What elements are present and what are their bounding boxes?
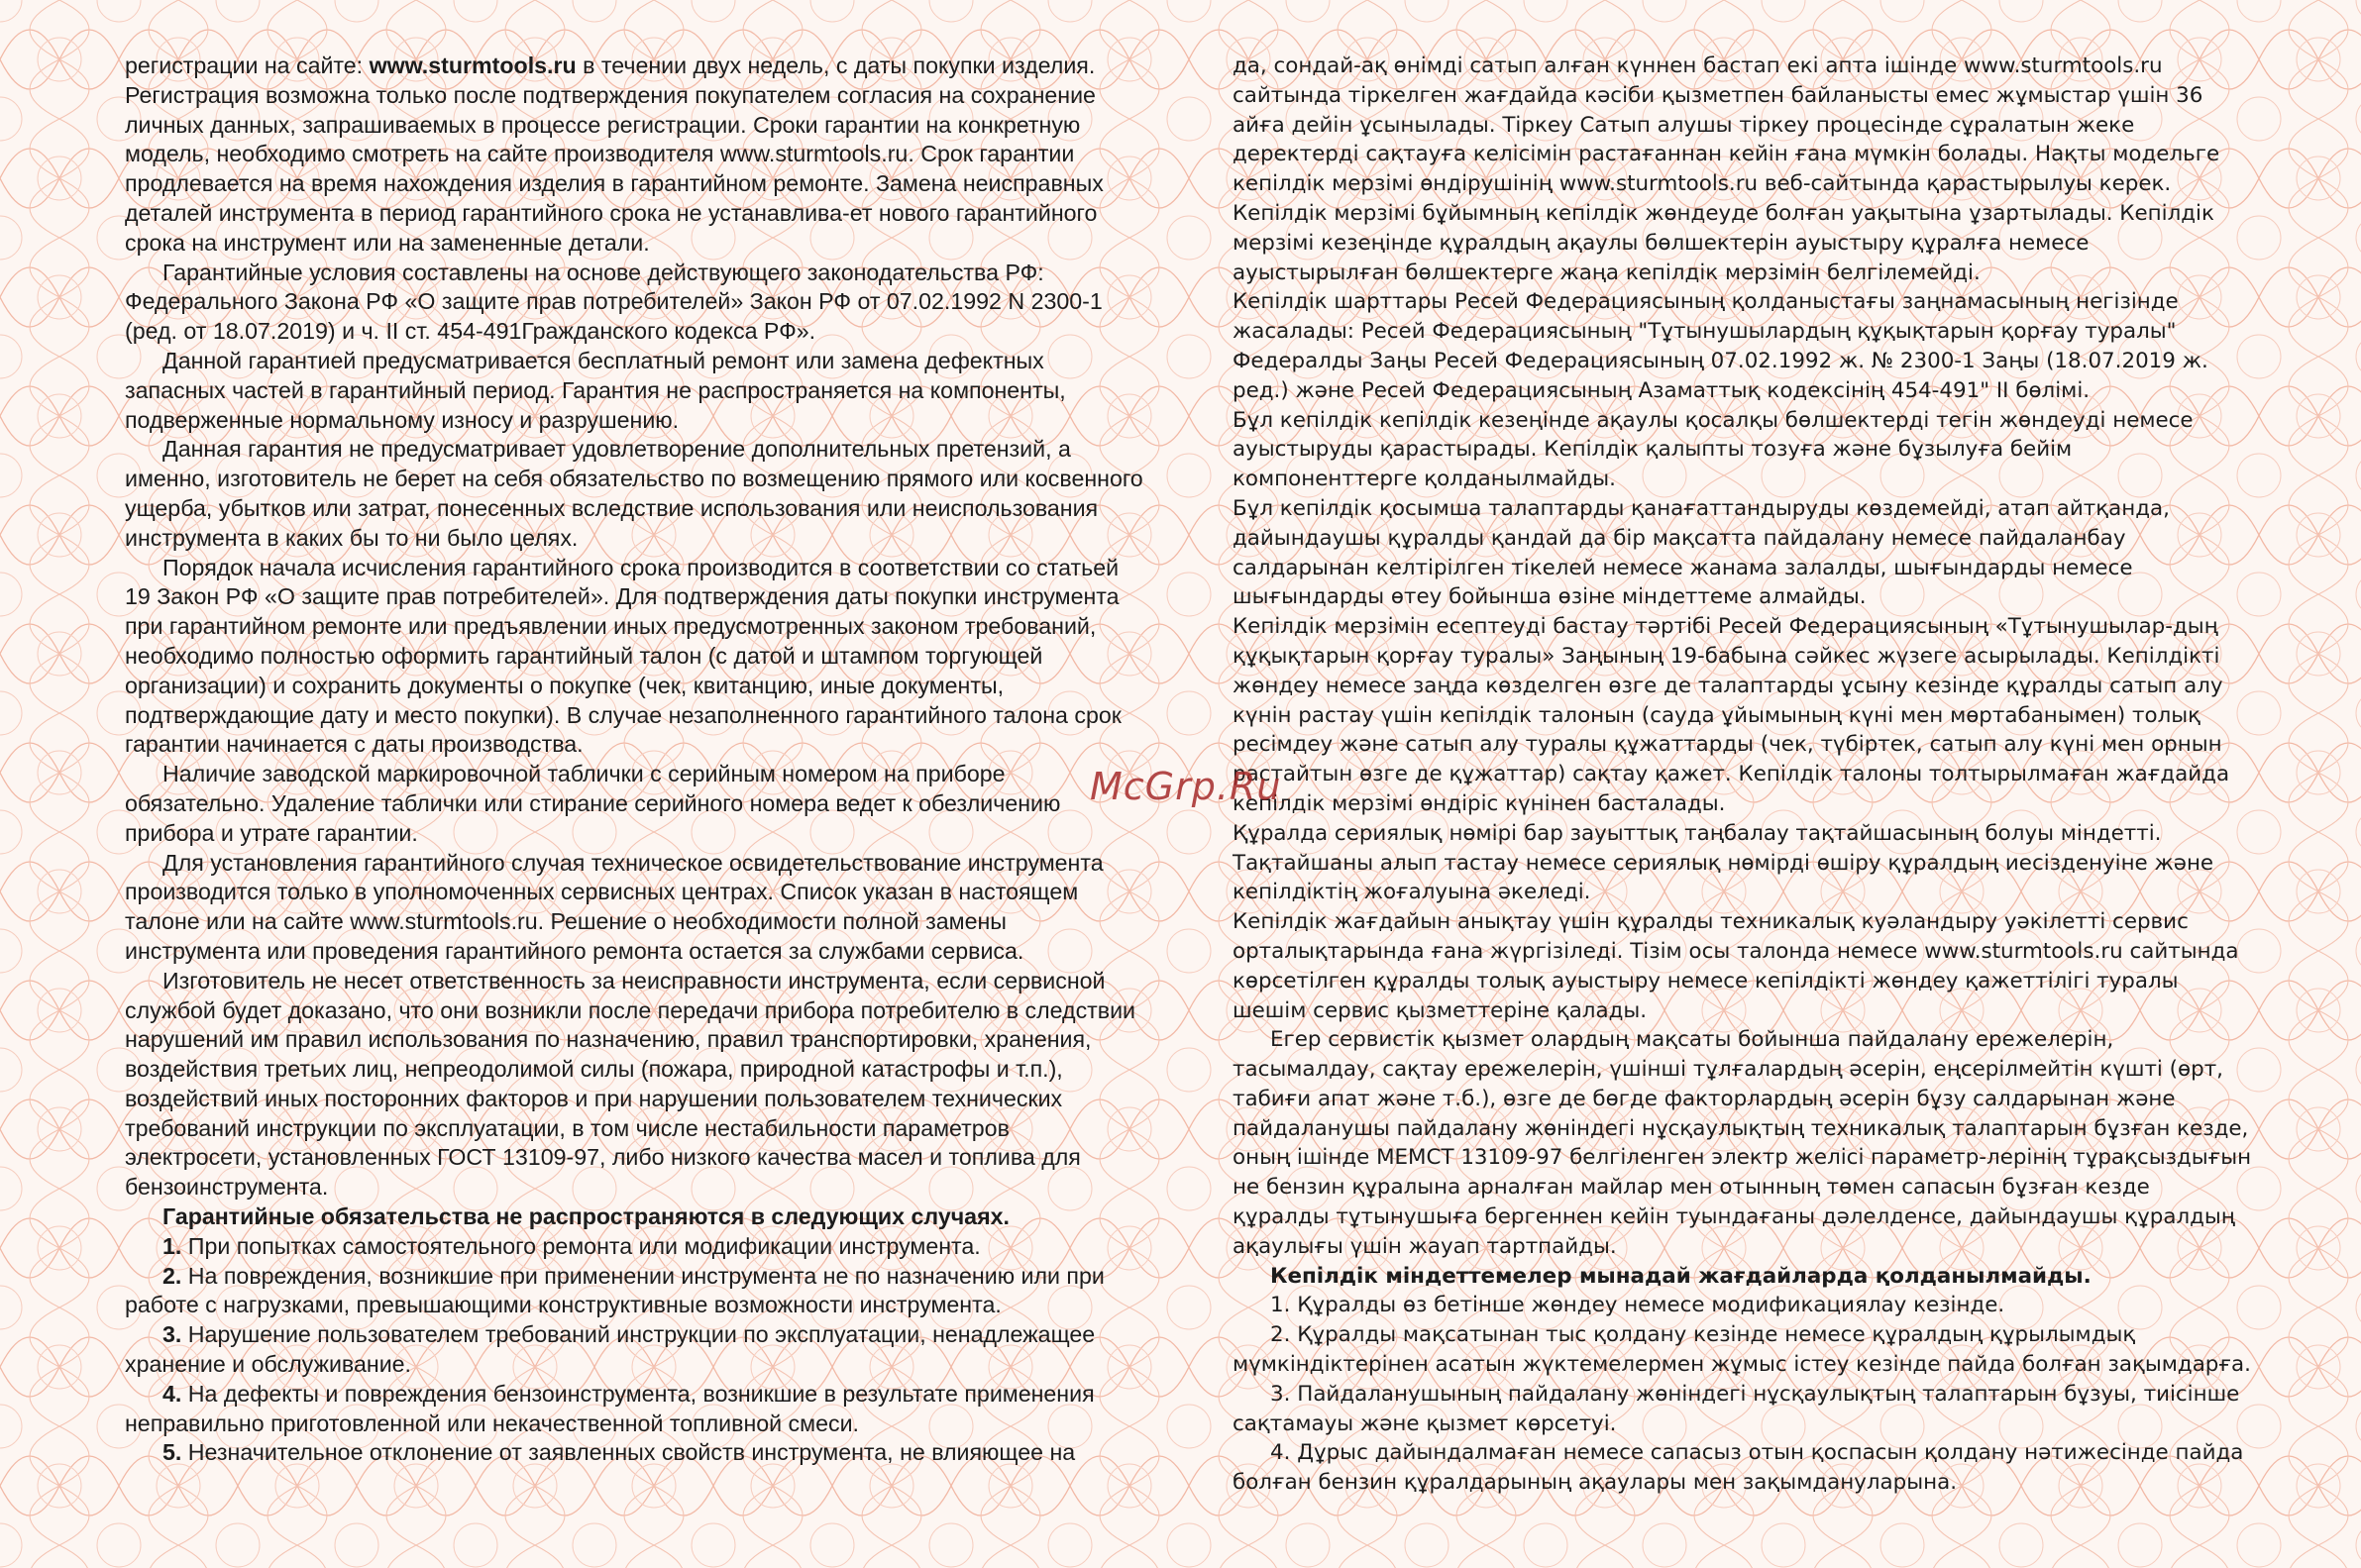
paragraph-warranty-start: Порядок начала исчисления гарантийного срока производится в соответствии со статьей 19 Закон РФ «О защите прав потребителей». Для подтверждения даты покупки инструмента при гарантийном ремонте или предъявлении иных предусмотренных законом требований, необходимо полностью оформить гарантийный талон (с датой и штампом торгующей организации) и сохранить документы о покупке (чек, квитанцию, иные документы, подтверждающие дату и место покупки). В случае незаполненного гарантийного талона срок гарантии начинается с даты производства. — [125, 554, 1122, 758]
item-text: Құралды өз бетінше жөндеу немесе модификациялау кезінде. — [1297, 1293, 2005, 1318]
item-number: 4. — [162, 1380, 182, 1407]
item-text: На повреждения, возникшие при применении инструмента не по назначению или при работе с нагрузками, превышающими конструктивные возможности инструмента. — [125, 1262, 1105, 1318]
paragraph-no-claims: Бұл кепілдік қосымша талаптарды қанағаттандыруды көздемейді, атап айтқанда, дайындаушы құралды қандай да бір мақсатта пайдалану немесе пайдаланбау салдарынан келтірілген тікелей немесе жанама залалды, шығындарды немесе шығындарды өтеу бойынша өзіне міндеттеме алмайды. — [1233, 495, 2170, 610]
paragraph-free-repair: Данной гарантией предусматривается бесплатный ремонт или замена дефектных запасных частей в гарантийный период. Гарантия не распространяется на компоненты, подверженные нормальному износу и разрушению. — [125, 347, 1066, 433]
exclusions-heading: Гарантийные обязательства не распространяются в следующих случаях. — [162, 1203, 1010, 1230]
paragraph-service-centers: Для установления гарантийного случая техническое освидетельствование инструмента производится только в уполномоченных сервисных центрах. Список указан в настоящем талоне или на сайте www.sturmtools.ru. Решение о необходимости полной замены инструмента или проведения гарантийного ремонта остается за службами сервиса. — [125, 849, 1104, 964]
paragraph-no-claims: Данная гарантия не предусматривает удовлетворение дополнительных претензий, а именно, изготовитель не берет на себя обязательство по возмещению прямого или косвенного ущерба, убытков или затрат, понесенных вследствие использования или неиспользования инструмента в каких бы то ни было целях. — [125, 436, 1143, 551]
watermark-text: McGrp.Ru — [1090, 765, 1282, 808]
list-item — [125, 1438, 1147, 1468]
item-number: 2. — [162, 1262, 182, 1289]
list-item — [1233, 1291, 2253, 1320]
paragraph-service-centers: Кепілдік жағдайын анықтау үшін құралды техникалық куәландыру уәкілетті сервис орталықтарында ғана жүргізіледі. Тізім осы талонда немесе www.sturmtools.ru сайтында көрсетілген құралды толық ауыстыру немесе кепілдікті жөндеу қажеттілігі туралы шешім сервис қызметтеріне қалады. — [1233, 909, 2239, 1023]
item-number: 1. — [162, 1232, 182, 1259]
paragraph-registration: да, сондай-ақ өнімді сатып алған күннен бастап екі апта ішінде www.sturmtools.ru сайтында тіркелген жағдайда кәсіби қызметпен байланысты емес жұмыстар үшін 36 айға дейін ұсынылады. Тіркеу Сатып алушы тіркеу процесінде сұралатын жеке деректерді сақтауға келісімін растағаннан кейін ғана мүмкін болады. Нақты модельге кепілдік мерзімі өндірушінің www.sturmtools.ru веб-сайтында қарастырылуы керек. Кепілдік мерзімі бұйымның кепілдік жөндеуде болған уақытына ұзартылады. Кепілдік мерзімі кезеңінде құралдың ақаулы бөлшектерін ауыстыру құралға немесе ауыстырылған бөлшектерге жаңа кепілдік мерзімін белгілемейді. — [1233, 53, 2220, 285]
paragraph-serial-plate: Құралда сериялық нөмірі бар зауыттық таңбалау тақтайшасының болуы міндетті. Тақтайшаны алып тастау немесе сериялық нөмірді өшіру құралдың иесізденуіне және кепілдіктің жоғалуына әкеледі. — [1233, 820, 2214, 905]
item-text: Незначительное отклонение от заявленных свойств инструмента, не влияющее на — [187, 1439, 1076, 1466]
item-number: 1. — [1270, 1293, 1291, 1318]
item-number: 3. — [162, 1321, 182, 1348]
item-number: 5. — [162, 1439, 182, 1466]
list-item — [1233, 1320, 2253, 1380]
item-text: На дефекты и повреждения бензоинструмента, возникшие в результате применения неправильно приготовленной или некачественной топливной смеси. — [125, 1380, 1095, 1436]
paragraph-registration — [125, 52, 1147, 259]
paragraph-free-repair: Бұл кепілдік кепілдік кезеңінде ақаулы қосалқы бөлшектерді тегін жөндеуді немесе ауыстыруды қарастырады. Кепілдік қалыпты тозуға және бұзылуға бейім компоненттерге қолданылмайды. — [1233, 407, 2194, 492]
list-item — [125, 1320, 1147, 1380]
item-text: Дұрыс дайындалмаған немесе сапасыз отын қоспасын қолдану нәтижесінде пайда болған бензин құралдарының ақаулары мен зақымдануларына. — [1233, 1440, 2244, 1496]
item-text: Нарушение пользователем требований инструкции по эксплуатации, ненадлежащее хранение и обслуживание. — [125, 1321, 1096, 1378]
website-link[interactable]: www.sturmtools.ru — [369, 52, 577, 78]
kazakh-warranty-column — [1233, 52, 2253, 1498]
item-number: 4. — [1270, 1440, 1291, 1466]
list-item — [125, 1380, 1147, 1439]
paragraph-manufacturer-liability: Егер сервистік қызмет олардың мақсаты бойынша пайдалану ережелерін, тасымалдау, сақтау ережелерін, үшінші тұлғалардың әсерін, еңсерілмейтін күшті (өрт, табиғи апат және т.б.), өзге де бөгде факторлардың әсерін бұзу салдарынан және пайдаланушы пайдалану жөніндегі нұсқаулықтың техникалық талаптарын бұзған кезде, оның ішінде МЕМСТ 13109-97 белгіленген электр желісі параметр-лерінің тұрақсыздығын не бензин құралына арналған майлар мен отынның төмен сапасын бұзған кезде құралды тұтынушыға бергеннен кейін туындағаны дәлелденсе, дайындаушы құралдың ақаулығы үшін жауап тартпайды. — [1233, 1027, 2252, 1259]
list-item — [1233, 1438, 2253, 1498]
item-text: Пайдаланушының пайдалану жөніндегі нұсқаулықтың талаптарын бұзуы, тиісінше сақтамауы және қызмет көрсетуі. — [1233, 1381, 2240, 1436]
exclusions-heading: Кепілдік міндеттемелер мынадай жағдайларда қолданылмайды. — [1270, 1263, 2092, 1289]
paragraph-manufacturer-liability: Изготовитель не несет ответственность за неисправности инструмента, если сервисной службой будет доказано, что они возникли после передачи прибора потребителю в следствии нарушений им правил использования по назначению, правил транспортировки, хранения, воздействия третьих лиц, непреодолимой силы (пожара, природной катастрофы и т.п.), воздействий иных посторонних факторов и при нарушении пользователем технических требований инструкции по эксплуатации, в том числе нестабильности параметров электросети, установленных ГОСТ 13109-97, либо низкого качества масел и топлива для бензоинструмента. — [125, 967, 1136, 1201]
item-text: При попытках самостоятельного ремонта или модификации инструмента. — [187, 1232, 981, 1259]
paragraph-warranty-start: Кепілдік мерзімін есептеуді бастау тәртібі Ресей Федерациясының «Тұтынушылар-дың құқықтарын қорғау туралы» Заңының 19-бабына сәйкес жүзеге асырылады. Кепілдікті жөндеу немесе заңда көзделген өзге де талаптарды ұсыну кезінде құралды сатып алу күнін растау үшін кепілдік талонын (сауда ұйымының күні мен мөртабанымен) толық ресімдеу және сатып алу туралы құжаттарды (чек, түбіртек, сатып алу күні мен орнын растайтын өзге де құжаттар) сақтау қажет. Кепілдік талоны толтырылмаған жағдайда кепілдік мерзімі өндіріс күнінен басталады. — [1233, 614, 2230, 816]
item-number: 2. — [1270, 1322, 1291, 1348]
paragraph-legal-basis: Кепілдік шарттары Ресей Федерациясының қолданыстағы заңнамасының негізінде жасалады: Ресей Федерациясының "Тұтынушылардың құқықтарын қорғау туралы" Федералды Заңы Ресей Федерациясының 07.02.1992 ж. № 2300-1 Заңы (18.07.2019 ж. ред.) және Ресей Федерациясының Азаматтық кодексінің 454-491" II бөлімі. — [1233, 289, 2208, 403]
item-text: Құралды мақсатынан тыс қолдану кезінде немесе құралдың құрылымдық мүмкіндіктерінен асатын жүктемелермен жұмыс істеу кезінде пайда болған зақымдарға. — [1233, 1322, 2251, 1378]
paragraph-serial-plate: Наличие заводской маркировочной таблички с серийным номером на приборе обязательно. Удаление таблички или стирание серийного номера ведет к обезличению прибора и утрате гарантии. — [125, 761, 1061, 846]
list-item — [1233, 1380, 2253, 1439]
item-number: 3. — [1270, 1381, 1291, 1407]
text-span: в течении двух недель, с даты покупки изделия. Регистрация возможна только после подтверждения покупателем согласия на сохранение личных данных, запрашиваемых в процессе регистрации. Сроки гарантии на конкретную модель, необходимо смотреть на сайте производителя www.sturmtools.ru. Срок гарантии продлевается на время нахождения изделия в гарантийном ремонте. Замена неисправных деталей инструмента в период гарантийного срока не устанавлива-ет нового гарантийного срока на инструмент или на замененные детали. — [125, 52, 1104, 256]
russian-warranty-column — [125, 52, 1147, 1468]
paragraph-legal-basis: Гарантийные условия составлены на основе действующего законодательства РФ: Федерального Закона РФ «О защите прав потребителей» Закон РФ от 07.02.1992 N 2300-1 (ред. от 18.07.2019) и ч. II ст. 454-491Гражданского кодекса РФ». — [125, 259, 1103, 345]
list-item — [125, 1232, 1147, 1262]
text-span: регистрации на сайте: — [125, 52, 370, 78]
list-item — [125, 1262, 1147, 1321]
